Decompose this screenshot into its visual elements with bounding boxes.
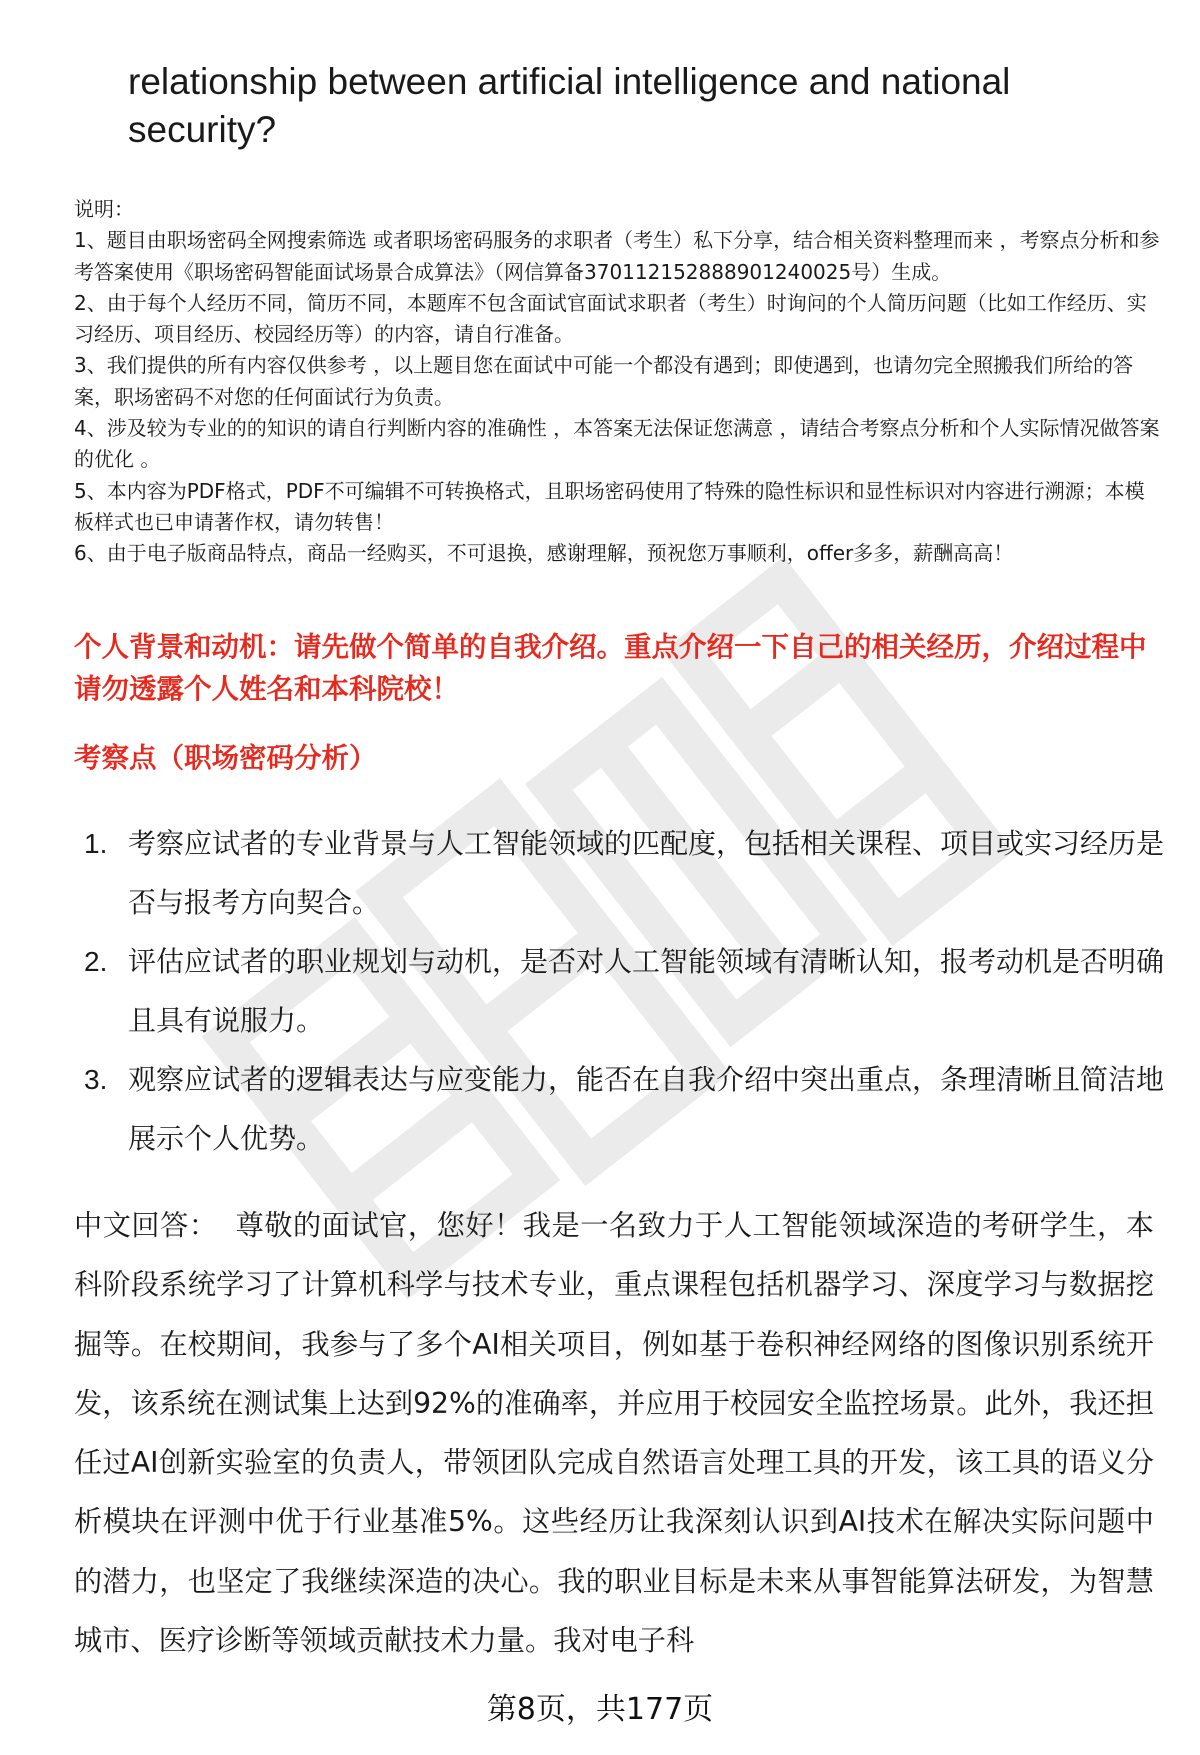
background-question: 个人背景和动机：请先做个简单的自我介绍。重点介绍一下自己的相关经历，介绍过程中请勿透露个人姓名和本科院校！	[74, 631, 1147, 705]
answer-text: 尊敬的面试官，您好！我是一名致力于人工智能领域深造的考研学生，本科阶段系统学习了计算机科学与技术专业，重点课程包括机器学习、深度学习与数据挖掘等。在校期间，我参与了多个AI相关项目，例如基于卷积神经网络的图像识别系统开发，该系统在测试集上达到92%的准确率，并应用于校园安全监控场景。此外，我还担任过AI创新实验室的负责人，带领团队完成自然语言处理工具的开发，该工具的语义分析模块在评测中优于行业基准5%。这些经历让我深刻认识到AI技术在解决实际问题中的潜力，也坚定了我继续深造的决心。我的职业目标是未来从事智能算法研发，为智慧城市、医疗诊断等领域贡献技术力量。我对电子科	[74, 1209, 1154, 1658]
answer-label: 中文回答：	[74, 1209, 218, 1242]
note-item: 1、题目由职场密码全网搜索筛选 或者职场密码服务的求职者（考生）私下分享，结合相关资料整理而来 ，考察点分析和参考答案使用《职场密码智能面试场景合成算法》（网信算备370112152888901240025号）生成。	[74, 228, 1160, 284]
note-item: 4、涉及较为专业的的知识的请自行判断内容的准确性 ，本答案无法保证您满意 ，请结合考察点分析和个人实际情况做答案的优化 。	[74, 416, 1160, 472]
question-title: relationship between artificial intelligence and national security?	[128, 61, 1011, 150]
notes-block	[74, 194, 1164, 570]
page-number: 第8页，共177页	[486, 1692, 714, 1727]
point-number: 1.	[84, 828, 108, 859]
note-item: 5、本内容为PDF格式，PDF不可编辑不可转换格式，且职场密码使用了特殊的隐性标识和显性标识对内容进行溯源；本模板样式也已申请著作权，请勿转售！	[74, 478, 1145, 534]
analysis-point	[74, 814, 1164, 932]
analysis-points	[74, 814, 1164, 1168]
point-text: 观察应试者的逻辑表达与应变能力，能否在自我介绍中突出重点，条理清晰且简洁地展示个人优势。	[128, 1063, 1165, 1155]
point-text: 考察应试者的专业背景与人工智能领域的匹配度，包括相关课程、项目或实习经历是否与报考方向契合。	[128, 827, 1165, 919]
note-item: 3、我们提供的所有内容仅供参考 ，以上题目您在面试中可能一个都没有遇到；即使遇到，也请勿完全照搬我们所给的答案，职场密码不对您的任何面试行为负责。	[74, 353, 1134, 409]
notes-heading: 说明：	[74, 197, 134, 221]
analysis-point	[74, 1050, 1164, 1168]
point-number: 2.	[84, 946, 108, 977]
analysis-point	[74, 932, 1164, 1050]
note-item: 2、由于每个人经历不同，简历不同，本题库不包含面试官面试求职者（考生）时询问的个人简历问题（比如工作经历、实习经历、项目经历、校园经历等）的内容，请自行准备。	[74, 290, 1147, 347]
note-item: 6、由于电子版商品特点，商品一经购买，不可退换，感谢理解，预祝您万事顺利，offer多多，薪酬高高！	[74, 541, 1014, 566]
analysis-heading: 考察点（职场密码分析）	[74, 742, 377, 774]
point-number: 3.	[84, 1064, 108, 1095]
answer-block	[74, 1196, 1154, 1670]
point-text: 评估应试者的职业规划与动机，是否对人工智能领域有清晰认知，报考动机是否明确且具有说服力。	[128, 945, 1165, 1037]
